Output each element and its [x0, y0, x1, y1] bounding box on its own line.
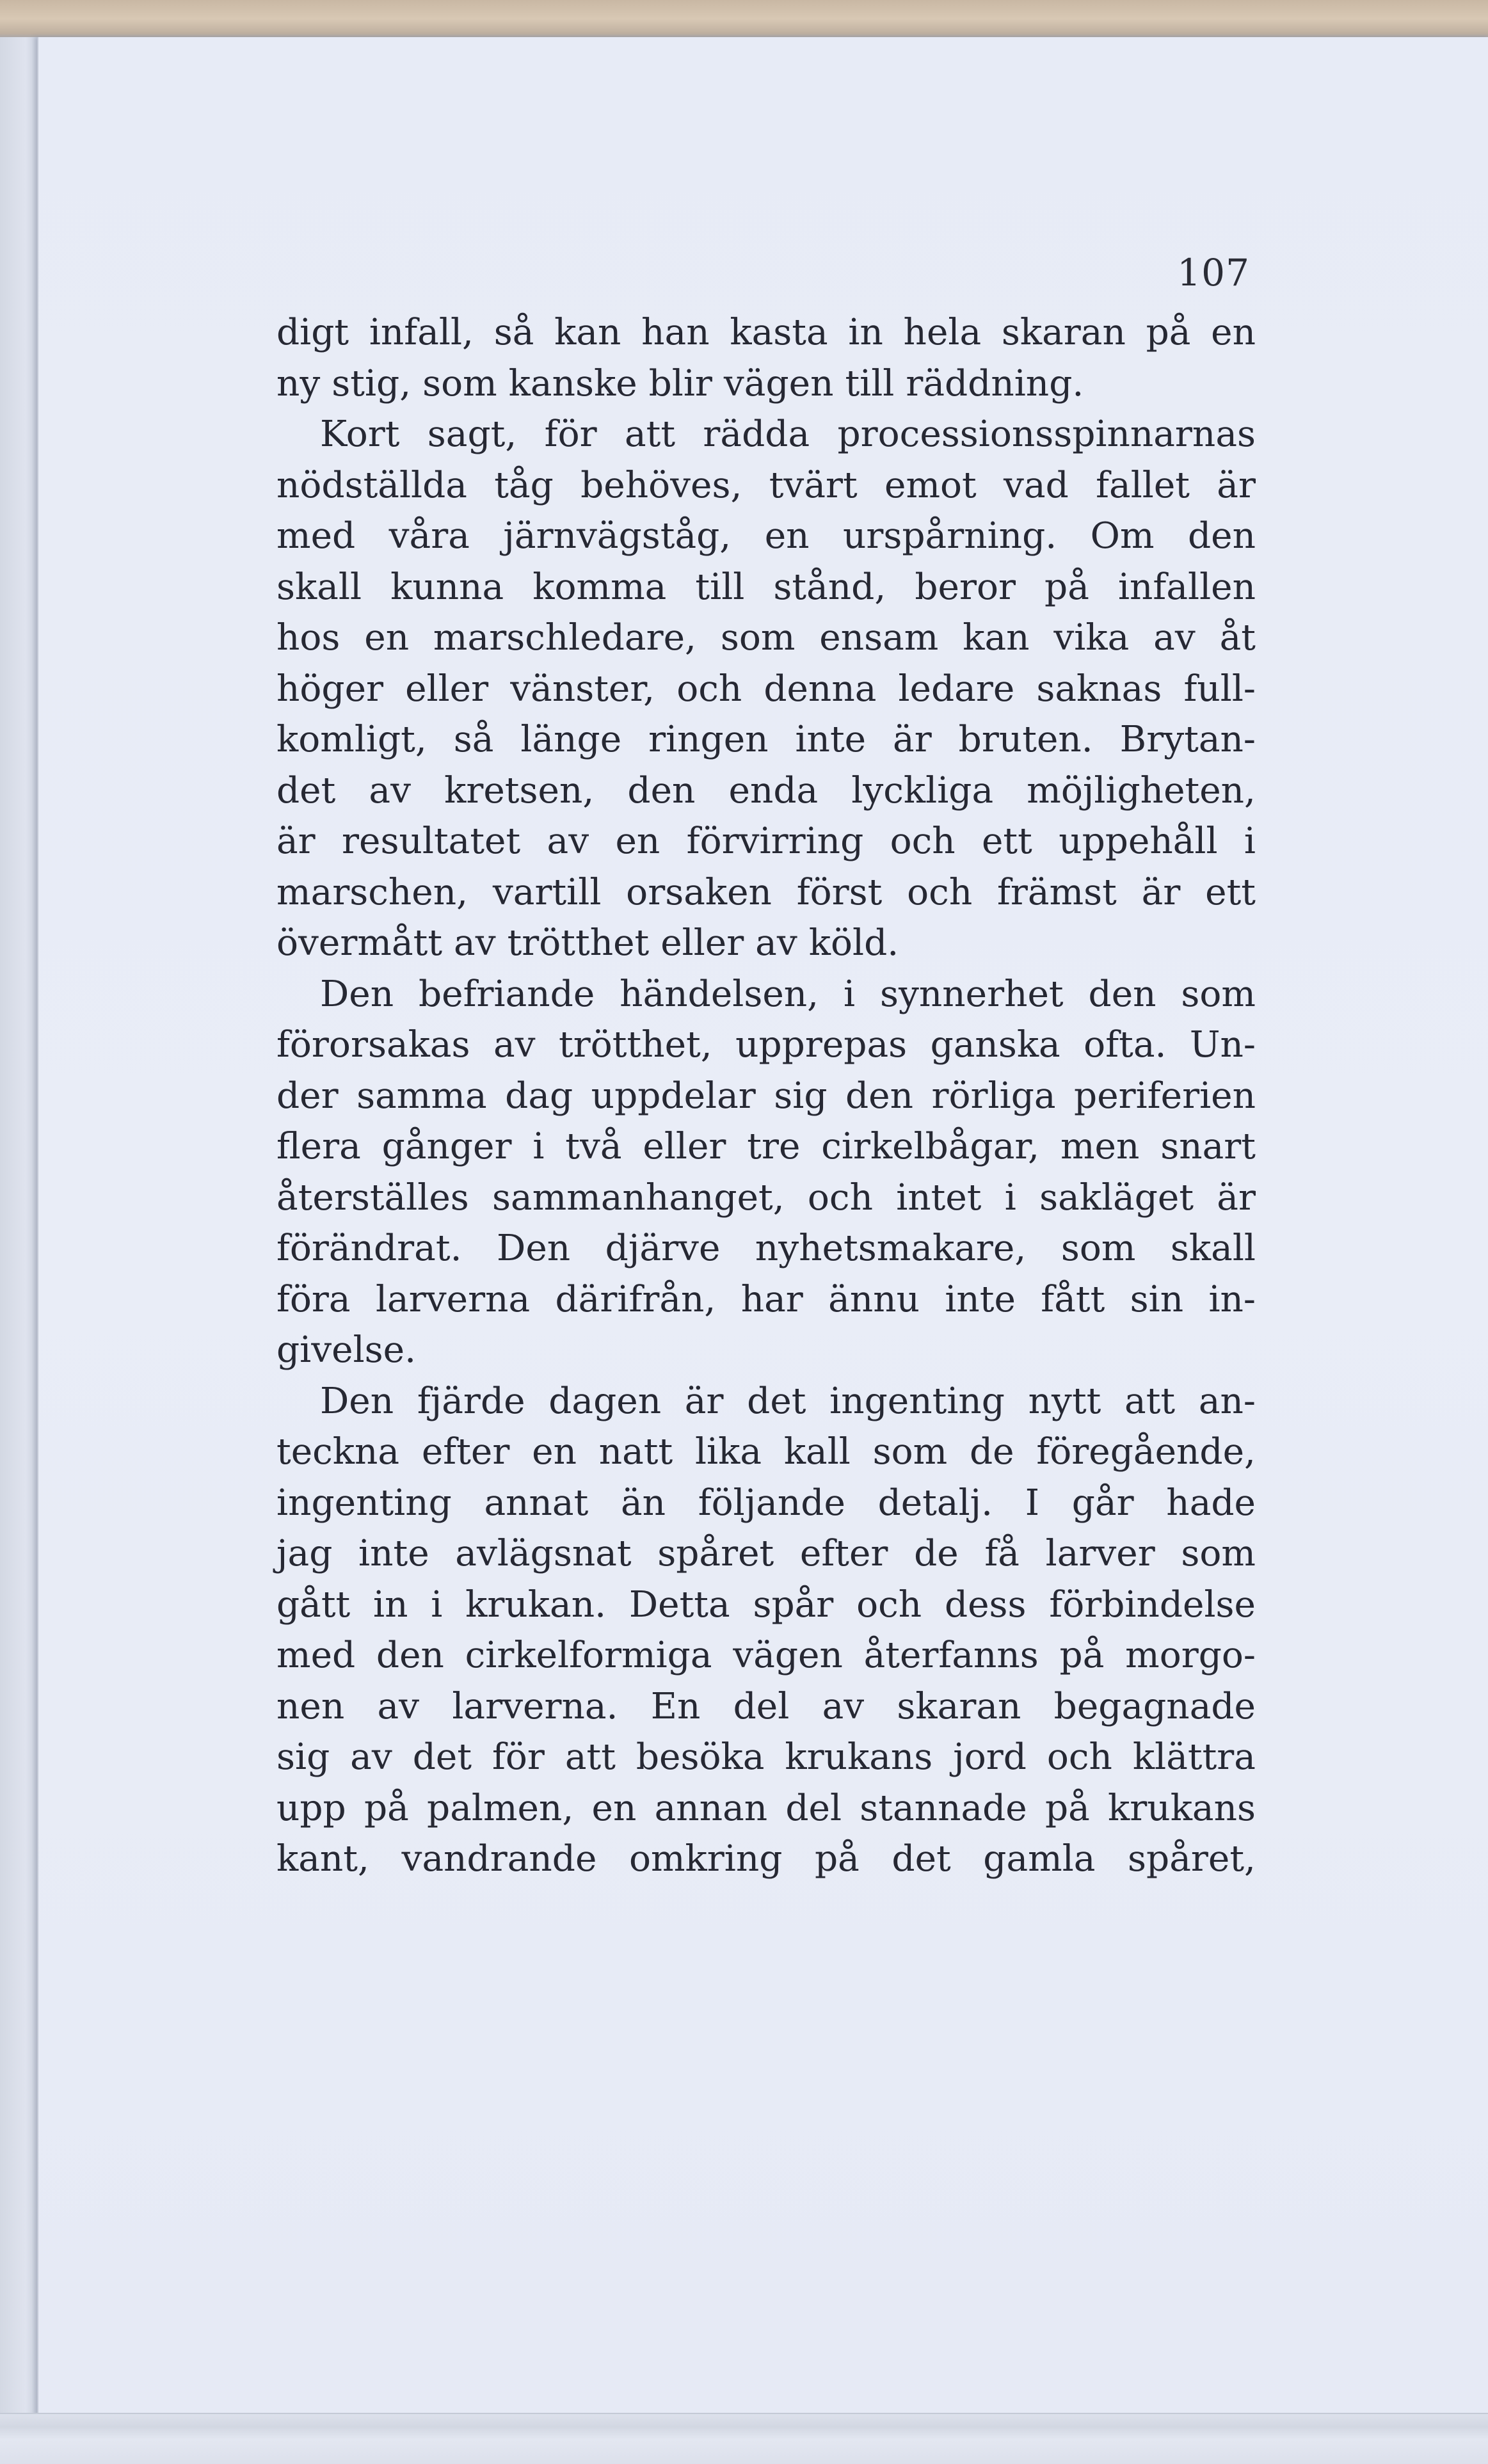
text-line: föra larverna därifrån, har ännu inte fått sin in- — [276, 1278, 1256, 1320]
text-line: digt infall, så kan han kasta in hela skaran på en — [276, 312, 1256, 353]
text-line: med våra järnvägståg, en urspårning. Om den — [276, 515, 1256, 557]
text-line: givelse. — [276, 1329, 417, 1371]
text-line: komligt, så länge ringen inte är bruten. Brytan- — [276, 719, 1256, 760]
page-number: 107 — [1177, 251, 1250, 294]
page-bottom-edge — [0, 2413, 1488, 2464]
text-line: det av kretsen, den enda lyckliga möjligheten, — [276, 769, 1256, 812]
text-line: med den cirkelformiga vägen återfanns på morgo- — [276, 1635, 1256, 1676]
text-line: Den fjärde dagen är det ingenting nytt att an- — [320, 1380, 1256, 1422]
text-line: är resultatet av en förvirring och ett uppehåll i — [276, 820, 1256, 862]
text-line: sig av det för att besöka krukans jord och klättra — [276, 1736, 1256, 1778]
text-line: jag inte avlägsnat spåret efter de få larver som — [276, 1533, 1256, 1574]
text-line: kant, vandrande omkring på det gamla spåret, — [276, 1838, 1256, 1880]
text-line: der samma dag uppdelar sig den rörliga periferien — [276, 1075, 1256, 1117]
text-line: förorsakas av trötthet, upprepas ganska ofta. Un- — [276, 1024, 1256, 1066]
text-line: skall kunna komma till stånd, beror på infallen — [276, 566, 1256, 608]
text-line: förändrat. Den djärve nyhetsmakare, som skall — [276, 1228, 1256, 1269]
body-text — [276, 307, 1256, 1885]
text-line: nödställda tåg behöves, tvärt emot vad fallet är — [276, 464, 1256, 506]
text-line: höger eller vänster, och denna ledare saknas full- — [276, 668, 1256, 710]
text-line: övermått av trötthet eller av köld. — [276, 922, 899, 964]
text-line: återställes sammanhanget, och intet i sakläget är — [276, 1176, 1256, 1219]
text-line: Kort sagt, för att rädda processionsspinnarnas — [320, 413, 1256, 455]
text-line: ingenting annat än följande detalj. I går hade — [276, 1482, 1256, 1524]
table-surface — [0, 0, 1488, 40]
text-line: marschen, vartill orsaken först och främst är ett — [276, 871, 1256, 913]
text-line: nen av larverna. En del av skaran begagnade — [276, 1685, 1256, 1727]
text-line: Den befriande händelsen, i synnerhet den som — [320, 973, 1256, 1015]
text-line: flera gånger i två eller tre cirkelbågar, men snart — [276, 1126, 1256, 1167]
text-line: upp på palmen, en annan del stannade på krukans — [276, 1787, 1256, 1829]
previous-page-edge — [0, 37, 38, 2444]
text-line: gått in i krukan. Detta spår och dess förbindelse — [276, 1583, 1256, 1626]
text-line: teckna efter en natt lika kall som de föregående, — [276, 1431, 1256, 1473]
text-line: hos en marschledare, som ensam kan vika av åt — [276, 617, 1256, 659]
text-line: ny stig, som kanske blir vägen till räddning. — [276, 362, 1084, 404]
